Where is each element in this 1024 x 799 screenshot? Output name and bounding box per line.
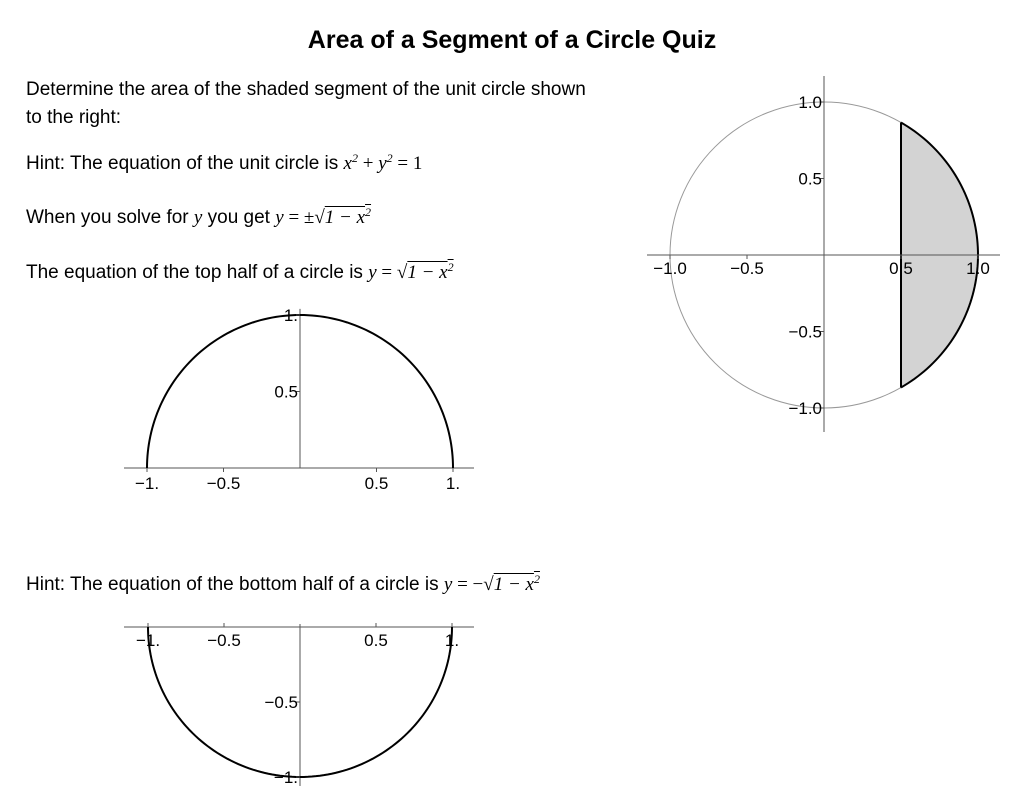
bottom-plot-x-tick-label: 0.5 <box>364 631 388 650</box>
top-plot-x-tick-label: 0.5 <box>364 474 389 493</box>
bottom-plot-x-tick-label: −1. <box>135 631 161 650</box>
page-title: Area of a Segment of a Circle Quiz <box>307 26 717 54</box>
solve-eq-exponent: 2 <box>365 205 372 219</box>
top-plot-x-tick-label: 1. <box>445 474 461 493</box>
solve-variable: y <box>193 207 203 228</box>
top-plot-x-tick-label: −1. <box>134 474 160 493</box>
circle-plot-y-tick-label: −0.5 <box>788 322 822 342</box>
eq-rhs: = 1 <box>392 153 423 174</box>
circle-plot-y-tick-label: 0.5 <box>798 169 822 189</box>
top-eq-lhs: y <box>368 262 377 283</box>
circle-plot-x-tick-label: −1.0 <box>653 259 687 278</box>
top-plot-y-tick-label: 1. <box>283 306 298 325</box>
top-plot-x-tick-label: −0.5 <box>206 474 241 493</box>
solve-eq-lhs: y <box>275 207 284 228</box>
question-line-2: to the right: <box>26 107 122 128</box>
question-line-1: Determine the area of the shaded segment of the unit circle shown <box>26 79 586 100</box>
hint-unit-circle-text: Hint: The equation of the unit circle is <box>26 153 344 174</box>
top-plot-y-tick-label: 0.5 <box>274 382 298 402</box>
bottom-plot-y-tick-label: −1. <box>273 768 298 787</box>
bottom-eq-lhs: y <box>443 574 453 595</box>
circle-plot-y-tick-label: 1.0 <box>798 93 822 112</box>
solve-eq-radicand-text: 1 − x <box>324 207 366 228</box>
circle-plot-y-tick-label: −1.0 <box>788 399 822 418</box>
bottom-eq-exponent: 2 <box>533 572 540 586</box>
top-half-label: The equation of the top half of a circle is <box>26 262 369 283</box>
circle-plot-x-tick-label: 0.5 <box>889 259 913 278</box>
bottom-plot-x-tick-label: −0.5 <box>207 631 241 650</box>
eq-x-exponent: 2 <box>351 151 358 165</box>
eq-x: x <box>343 153 352 174</box>
bottom-eq-radicand-text: 1 − x <box>493 574 534 595</box>
top-eq-radicand-text: 1 − x <box>407 262 448 283</box>
solve-text-a: When you solve for <box>26 207 194 228</box>
top-eq-mid: = √ <box>376 262 408 283</box>
top-eq-exponent: 2 <box>447 260 454 274</box>
eq-y: y <box>378 153 387 174</box>
solve-text-b: you get <box>202 207 276 228</box>
bottom-eq-mid: = −√ <box>452 574 494 595</box>
bottom-plot-y-tick-label: −0.5 <box>264 693 298 712</box>
circle-plot-x-tick-label: −0.5 <box>730 259 764 278</box>
circle-plot-x-tick-label: 1.0 <box>966 259 990 278</box>
solve-eq-mid: = ±√ <box>283 207 325 228</box>
bottom-half-label: Hint: The equation of the bottom half of a circle is <box>26 574 444 595</box>
eq-plus: + <box>357 153 379 174</box>
bottom-plot-x-tick-label: 1. <box>444 631 460 650</box>
eq-y-exponent: 2 <box>386 151 393 165</box>
